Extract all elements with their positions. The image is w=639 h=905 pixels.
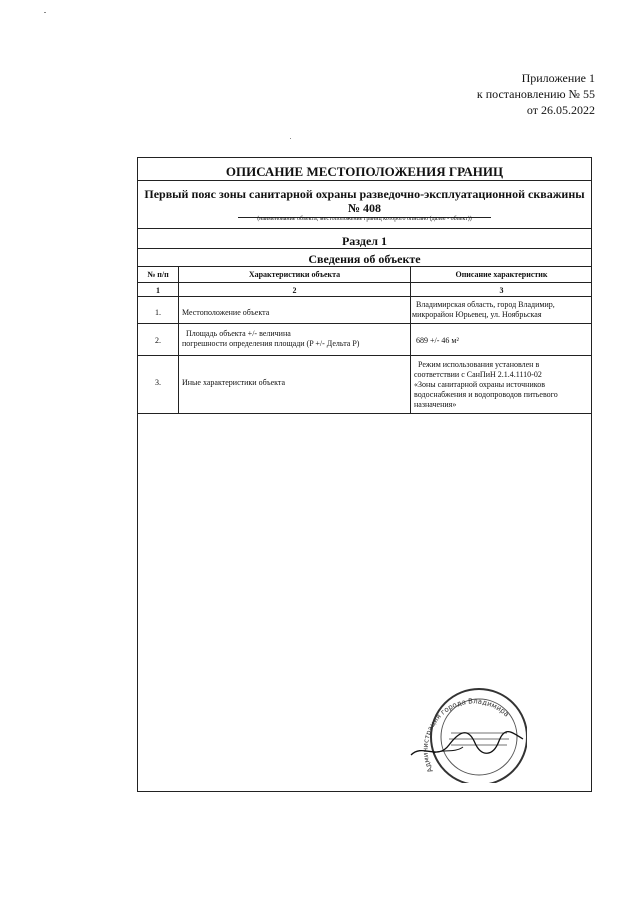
scan-speck <box>290 138 291 139</box>
row-2-char-line: погрешности определения площади (P +/- Дельта P) <box>182 339 360 348</box>
divider <box>138 248 591 249</box>
column-number-2: 2 <box>292 286 297 295</box>
row-2-description: 689 +/- 46 м² <box>416 336 459 345</box>
row-3-desc-line: назначения» <box>414 400 457 409</box>
table-line <box>138 282 591 283</box>
table-top-line <box>138 266 591 267</box>
table-bottom-line <box>138 413 591 414</box>
row-3-desc-line: соответствии с СанПиН 2.1.4.1110-02 <box>414 370 542 379</box>
column-number-3: 3 <box>499 286 504 295</box>
row-2-characteristic <box>182 329 359 349</box>
row-3-desc-line: «Зоны санитарной охраны источников <box>414 380 545 389</box>
scan-speck <box>44 12 46 13</box>
info-title: Сведения об объекте <box>308 252 421 266</box>
column-number-1: 1 <box>156 286 160 295</box>
signature-stroke <box>433 747 463 753</box>
row-3-characteristic: Иные характеристики объекта <box>182 378 286 387</box>
table-line <box>138 296 591 297</box>
row-3-number: 3. <box>155 378 161 387</box>
row-2-char-line: Площадь объекта +/- величина <box>186 329 291 338</box>
header-description: Описание характеристик <box>455 270 548 279</box>
row-3-desc-line: Режим использования установлен в <box>418 360 540 369</box>
object-name-caption: (наименование объекта, местоположение границ которого описано (далее - объект)) <box>257 216 472 222</box>
row-3-description <box>414 360 558 410</box>
official-stamp <box>403 683 527 783</box>
divider <box>138 180 591 181</box>
row-1-char-line: Местоположение объекта <box>182 308 270 317</box>
row-3-desc-line: водоснабжения и водопроводов питьевого <box>414 390 558 399</box>
section-title: Раздел 1 <box>341 234 388 248</box>
document-title: ОПИСАНИЕ МЕСТОПОЛОЖЕНИЯ ГРАНИЦ <box>225 164 504 179</box>
row-1-description <box>412 300 555 320</box>
row-1-desc-line: Владимирская область, город Владимир, <box>416 300 555 309</box>
appendix-note <box>477 70 595 118</box>
header-characteristics: Характеристики объекта <box>248 270 341 279</box>
row-1-number: 1. <box>155 308 161 317</box>
object-name: Первый пояс зоны санитарной охраны разведочно-эксплуатационной скважины № 408 <box>144 187 585 215</box>
row-1-desc-line: микрорайон Юрьевец, ул. Ноябрьская <box>412 310 542 319</box>
row-2-number: 2. <box>155 336 161 345</box>
divider <box>138 228 591 229</box>
appendix-line-1: Приложение 1 <box>521 71 595 85</box>
stamp-text: Администрация города Владимира <box>421 697 511 774</box>
table-line <box>138 323 591 324</box>
appendix-line-3: от 26.05.2022 <box>526 103 595 117</box>
table-line <box>138 355 591 356</box>
appendix-line-2: к постановлению № 55 <box>476 87 595 101</box>
row-1-characteristic <box>182 308 269 318</box>
header-number: № п/п <box>147 270 169 279</box>
